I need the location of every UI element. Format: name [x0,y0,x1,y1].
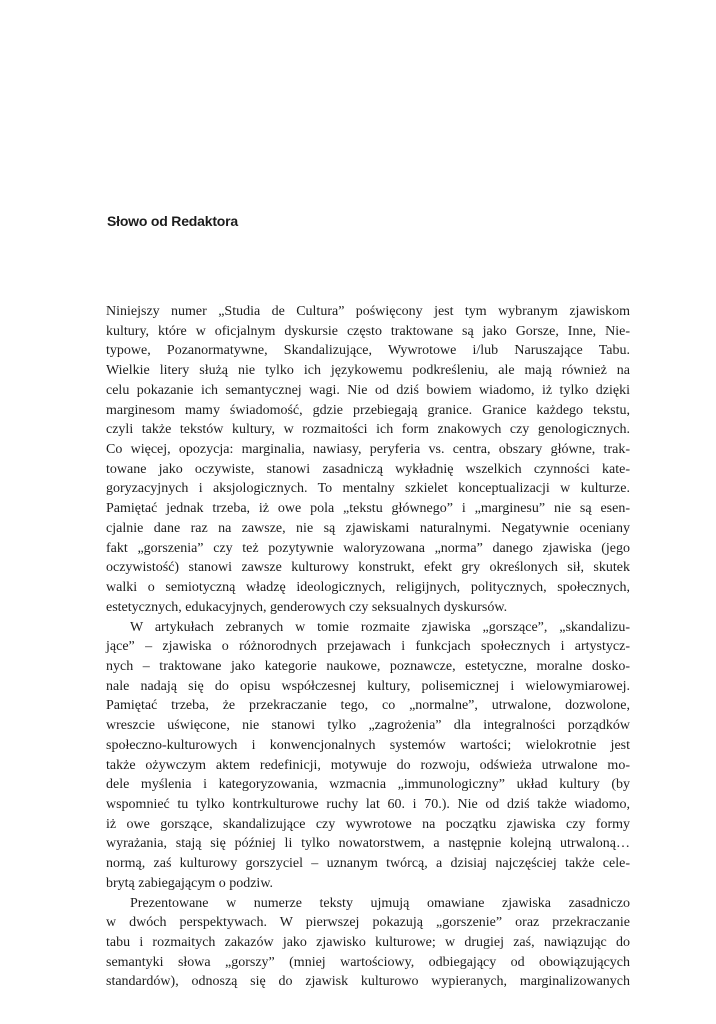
text-line: Niniejszy numer „Studia de Cultura” poświęcony jest tym wybranym zjawiskom [106,304,630,319]
text-line: cjalnie dane raz na zawsze, nie są zjawiskami naturalnymi. Negatywnie oceniany [106,520,630,536]
text-line: także ożywczym aktem redefinicji, motywuje do rozwoju, odświeża utrwalone mo- [106,757,630,773]
text-line: oczywistość) stanowi zawsze kulturowy konstrukt, efekt gry określonych sił, skutek [106,560,630,576]
page-title: Słowo od Redaktora [107,213,238,229]
text-line: w dwóch perspektywach. W pierwszej pokazują „gorszenie” oraz przekraczanie [106,915,630,931]
text-line: jące” – zjawiska o różnorodnych przejawach i funkcjach społecznych i artystycz- [106,639,630,655]
text-line: nale nadają się do opisu współczesnej kultury, polisemicznej i wielowymiarowej. [106,678,630,694]
text-line: kultury, które w oficjalnym dyskursie często traktowane są jako Gorsze, Inne, Nie- [106,323,630,339]
text-line: dele myślenia i kategoryzowania, wzmacnia „immunologiczny” układ kultury (by [106,777,630,793]
text-line: goryzacyjnych i aksjologicznych. To mentalny szkielet konceptualizacji w kulturze. [106,481,630,497]
text-line: iż owe gorszące, skandalizujące czy wywrotowe na początku zjawiska czy formy [106,816,630,832]
text-line: W artykułach zebranych w tomie rozmaite zjawiska „gorszące”, „skandalizu- [130,619,630,635]
text-line: czyli także tekstów kultury, w rozmaitości ich form znakowych czy genologicznych. [106,422,630,438]
text-line: brytą zabiegającym o podziw. [106,875,274,891]
text-line: walki o semiotyczną władzę ideologicznych, religijnych, politycznych, społecznych, [106,580,630,596]
text-line: marginesom mamy świadomość, gdzie przebiegają granice. Granice każdego tekstu, [106,402,630,418]
text-line: Prezentowane w numerze teksty ujmują omawiane zjawiska zasadniczo [130,895,630,911]
text-line: towane jako oczywiste, stanowi zasadniczą wykładnię wszelkich czynności kate- [106,461,630,477]
text-line: standardów), odnoszą się do zjawisk kulturowo wypieranych, marginalizowanych [106,974,630,990]
text-line: celu pokazanie ich semantycznej wagi. Nie od dziś bowiem wiadomo, iż tylko dzięki [106,382,630,398]
text-line: społeczno-kulturowych i konwencjonalnych systemów wartości; wielokrotnie jest [106,737,630,753]
text-line: nych – traktowane jako kategorie naukowe, poznawcze, estetyczne, moralne dosko- [106,658,630,674]
text-line: Pamiętać jednak trzeba, iż owe pola „tekstu głównego” i „marginesu” nie są esen- [106,501,630,517]
text-line: Co więcej, opozycja: marginalia, nawiasy, peryferia vs. centra, obszary główne, trak- [106,442,630,458]
text-line: wspomnieć tu tylko kontrkulturowe ruchy lat 60. i 70.). Nie od dziś także wiadomo, [106,796,630,812]
text-line: wyrażania, stają się później li tylko nowatorstwem, a następnie kolejną utrwaloną… [106,836,630,852]
text-line: semantyki słowa „gorszy” (mniej wartościowy, odbiegający od obowiązujących [106,954,630,970]
text-line: tabu i rozmaitych zakazów jako zjawisko kulturowe; w drugiej zaś, nawiązując do [106,935,630,950]
text-line: wreszcie uświęcone, nie stanowi tylko „zagrożenia” dla integralności porządków [106,718,630,734]
text-line: Pamiętać trzeba, że przekraczanie tego, co „normalne”, utrwalone, dozwolone, [106,698,630,714]
text-line: estetycznych, edukacyjnych, genderowych czy seksualnych dyskursów. [106,599,508,615]
text-line: Wielkie litery służą nie tylko ich językowemu podkreśleniu, ale mają również na [106,363,630,379]
article-body [106,302,630,992]
text-line: typowe, Pozanormatywne, Skandalizujące, Wywrotowe i/lub Naruszające Tabu. [106,343,630,359]
text-line: normą, zaś kulturowy gorszyciel – uznanym twórcą, a dzisiaj najczęściej także cele- [106,856,630,872]
text-line: fakt „gorszenia” czy też pozytywnie waloryzowana „norma” danego zjawiska (jego [106,540,630,556]
